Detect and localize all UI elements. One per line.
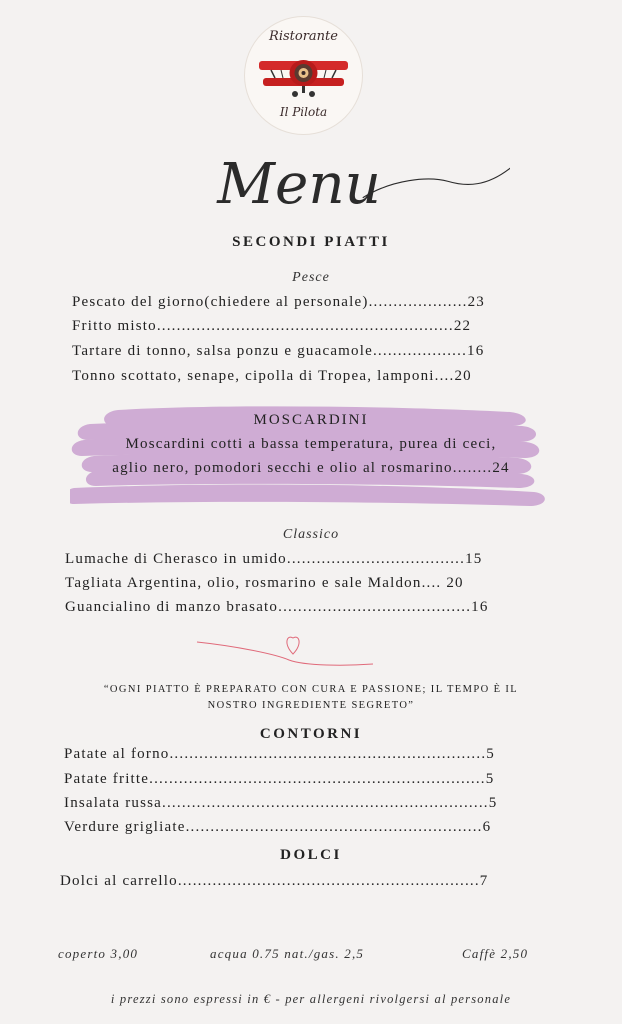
- acqua-price: acqua 0.75 nat./gas. 2,5: [210, 946, 365, 961]
- pesce-label: Pesce: [292, 270, 330, 285]
- dolci-title: DOLCI: [280, 847, 342, 863]
- quote: [0, 682, 622, 714]
- menu-item: Tagliata Argentina, olio, rosmarino e sale Maldon.... 20: [65, 575, 464, 591]
- restaurant-logo: [245, 17, 362, 134]
- menu-item: Pescato del giorno(chiedere al personale)....................23: [72, 294, 485, 310]
- menu-title-text: Menu: [217, 152, 381, 218]
- menu-item: Patate al forno................................................................5: [64, 746, 495, 762]
- menu-item: Tonno scottato, senape, cipolla di Tropea, lamponi....20: [72, 368, 472, 384]
- menu-item: Guancialino di manzo brasato.......................................16: [65, 599, 489, 615]
- classico-label: Classico: [282, 527, 340, 542]
- heart-divider-icon: [195, 630, 375, 670]
- menu-item: Fritto misto............................................................22: [72, 318, 472, 334]
- moscardini-title: MOSCARDINI: [253, 412, 369, 428]
- moscardini-desc-1: Moscardini cotti a bassa temperatura, purea di ceci,: [125, 436, 497, 452]
- menu-item: Lumache di Cherasco in umido....................................15: [65, 551, 483, 567]
- coperto-price: coperto 3,00: [58, 946, 139, 961]
- menu-title: [210, 130, 510, 220]
- caffe-price: Caffè 2,50: [462, 946, 529, 961]
- menu-item: Tartare di tonno, salsa ponzu e guacamole...................16: [72, 343, 485, 359]
- logo-line-2: Il Pilota: [279, 105, 328, 119]
- logo-line-1: Ristorante: [269, 29, 338, 44]
- contorni-title: CONTORNI: [259, 726, 363, 742]
- menu-item: Insalata russa..................................................................5: [64, 795, 498, 811]
- airplane-icon: [253, 47, 354, 99]
- footer-note: i prezzi sono espressi in € - per allergeni rivolgersi al personale: [110, 992, 512, 1006]
- menu-item: Patate fritte....................................................................5: [64, 771, 495, 787]
- menu-item: Verdure grigliate............................................................6: [64, 819, 492, 835]
- menu-item: Dolci al carrello.............................................................7: [60, 873, 489, 889]
- secondi-title: SECONDI PIATTI: [232, 234, 390, 250]
- moscardini-desc-2: aglio nero, pomodori secchi e olio al rosmarino........24: [112, 460, 510, 476]
- quote-line-1: “OGNI PIATTO È PREPARATO CON CURA E PASSIONE; IL TEMPO È IL: [103, 684, 519, 695]
- quote-line-2: NOSTRO INGREDIENTE SEGRETO”: [207, 700, 415, 711]
